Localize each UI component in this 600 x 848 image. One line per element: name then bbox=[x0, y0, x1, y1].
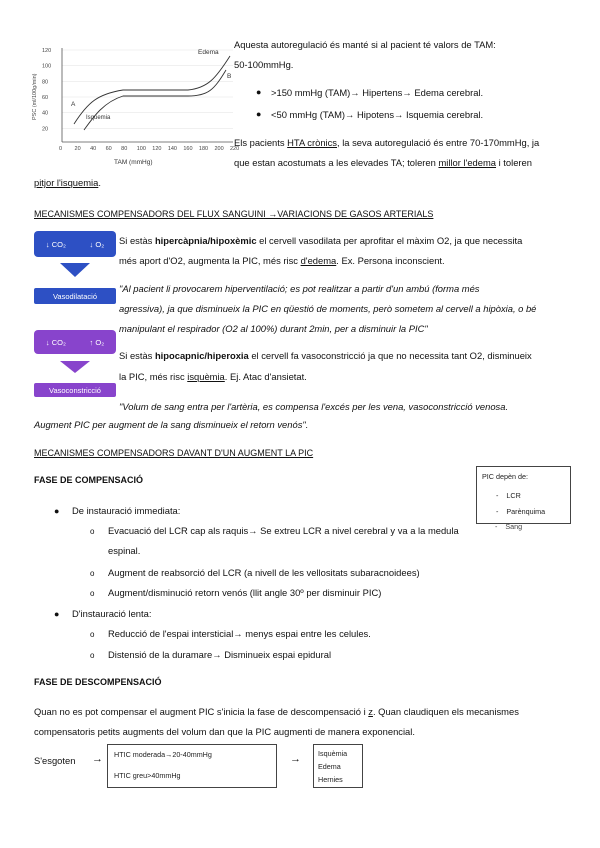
esgoten-label: S'esgoten bbox=[34, 755, 76, 766]
autoregulation-chart bbox=[28, 42, 238, 170]
intro-bullet2: <50 mmHg (TAM)→ Hipotens→ Isquemia cerebral. bbox=[271, 109, 484, 120]
bullet-dot: ● bbox=[256, 109, 262, 119]
x-tick-label: 140 bbox=[167, 146, 178, 152]
y-tick-label: 80 bbox=[42, 79, 49, 86]
purple-label-bar: Vasoconstricció bbox=[34, 383, 116, 397]
hta-link: HTA crònics bbox=[287, 137, 337, 148]
bullet-dot: ● bbox=[54, 506, 60, 516]
quote1-line2: agressiva), ja que disminueix la PIC en qüestió de moments, però sometem al cervell a hipòxia, o bé bbox=[119, 303, 537, 314]
hta-line1 bbox=[234, 132, 564, 153]
o2: Augment de reabsorció del LCR (a nivell de les vellositats subaracnoidees) bbox=[108, 567, 420, 578]
text: . bbox=[98, 177, 101, 188]
x-tick-label: 20 bbox=[74, 146, 81, 152]
x-tick-label: 200 bbox=[214, 146, 224, 152]
arrow-2: → bbox=[290, 753, 301, 765]
purple-down-arrow bbox=[60, 361, 90, 373]
sub-bullet: o bbox=[90, 630, 95, 639]
quote2-line1: "Volum de sang entra per l'artèria, es compensa l'excés per les vena, vasoconstricció venosa. bbox=[119, 401, 509, 412]
text: Quan no es pot compensar el augment PIC s'inicia la fase de descompensació i bbox=[34, 706, 369, 717]
result-item: Isquèmia bbox=[318, 749, 348, 758]
label-a: A bbox=[71, 101, 76, 108]
fase-compensacio-heading: FASE DE COMPENSACIÓ bbox=[34, 475, 144, 485]
o1-line2: espinal. bbox=[108, 545, 141, 556]
curve-upper bbox=[74, 56, 230, 124]
blue-down-arrow bbox=[60, 263, 90, 277]
blue-gas-box bbox=[34, 231, 116, 257]
sub-bullet: o bbox=[90, 589, 95, 598]
sub-bullet: o bbox=[90, 527, 95, 536]
x-tick-label: 220 bbox=[230, 146, 240, 152]
y-tick-label: 60 bbox=[42, 95, 49, 101]
purple-o2: ↑ O₂ bbox=[89, 337, 105, 347]
text: Si estàs bbox=[119, 350, 155, 361]
y-tick-label: 100 bbox=[42, 63, 52, 70]
text-bold: hipocapnic/hiperoxia bbox=[154, 350, 249, 361]
intro-line2: 50-100mmHg. bbox=[234, 59, 294, 70]
text: que estan acostumats a les elevades TA; toleren bbox=[234, 157, 439, 168]
text-underlined: z bbox=[368, 706, 373, 717]
bullet-dot: ● bbox=[256, 87, 262, 97]
intro-line1: Aquesta autoregulació és manté si al pacient té valors de TAM: bbox=[234, 39, 496, 50]
hta-line3 bbox=[34, 172, 101, 193]
p2-line1 bbox=[119, 345, 564, 366]
text: més aport d'O2, augmenta la PIC, més risc bbox=[119, 255, 301, 266]
y-tick-label: 40 bbox=[42, 110, 49, 117]
p1-line2 bbox=[119, 250, 445, 271]
pic-box-title: PIC depèn de: bbox=[482, 472, 528, 481]
o5: Distensió de la duramare→ Disminueix espai epidural bbox=[108, 649, 332, 660]
label-b: B bbox=[227, 73, 232, 80]
text-underlined: isquèmia bbox=[187, 371, 225, 382]
pic-item: - LCR bbox=[496, 491, 521, 500]
htic-box bbox=[107, 744, 277, 788]
result-item: Hernies bbox=[318, 775, 343, 784]
text: el cervell fa vasoconstricció ja que no necessita tant O2, disminueix bbox=[248, 350, 532, 361]
desc-line2: compensatoris petits augments del volum dan que la PIC augmenti de manera exponencial. bbox=[34, 726, 415, 737]
quote1-line1: "Al pacient li provocarem hiperventilació; es pot realitzar a partir d'un ambú (forma més bbox=[119, 283, 480, 294]
text: la PIC, més risc bbox=[119, 371, 188, 382]
text: . Ej. Atac d'ansietat. bbox=[224, 371, 307, 382]
text-underlined: pitjor l'isquemia bbox=[34, 177, 99, 188]
p2-line2 bbox=[119, 366, 307, 387]
section1-heading: MECANISMES COMPENSADORS DEL FLUX SANGUINI →VARIACIONS DE GASOS ARTERIALS bbox=[34, 209, 434, 219]
sub-bullet: o bbox=[90, 651, 95, 660]
x-tick-label: 40 bbox=[90, 146, 97, 152]
x-tick-label: 80 bbox=[121, 146, 128, 152]
y-axis-label: PSC (ml/100g/min) bbox=[32, 73, 38, 120]
inst-immediata: De instauració immediata: bbox=[72, 505, 181, 516]
x-tick-label: 0 bbox=[59, 146, 63, 152]
text-bold: hipercàpnia/hipoxèmic bbox=[154, 235, 257, 246]
pic-item-overflow: - Sang bbox=[495, 522, 523, 531]
text: . Quan claudiquen els mecanismes bbox=[372, 706, 519, 717]
arrow-1: → bbox=[92, 753, 103, 765]
x-tick-label: 100 bbox=[136, 146, 146, 152]
pic-depends-box bbox=[476, 466, 571, 524]
text: Els pacients bbox=[234, 137, 288, 148]
quote1-line3: manipulant el respirador (O2 al 100%) durant 2min, per a disminuir la PIC" bbox=[119, 323, 428, 334]
y-tick-label: 20 bbox=[42, 126, 49, 133]
curve-lower bbox=[84, 70, 226, 130]
text: , la seva autoregulació és entre 70-170mmHg, ja bbox=[337, 137, 540, 148]
purple-co2: ↓ CO₂ bbox=[45, 337, 66, 347]
section2-heading: MECANISMES COMPENSADORS DAVANT D'UN AUGMENT LA PIC bbox=[34, 448, 314, 458]
o1-line1: Evacuació del LCR cap als raquis→ Se extreu LCR a nivel cerebral y va a la medula bbox=[108, 525, 459, 536]
x-axis-label: TAM (mmHg) bbox=[114, 159, 153, 166]
purple-gas-box bbox=[34, 330, 116, 354]
p1-line1 bbox=[119, 230, 564, 251]
o4: Reducció de l'espai intersticial→ menys espai entre les celules. bbox=[108, 628, 371, 639]
htic-greu: HTIC greu>40mmHg bbox=[114, 771, 181, 780]
result-item: Edema bbox=[318, 762, 341, 771]
pic-item: - Parènquima bbox=[496, 507, 546, 516]
o3: Augment/disminució retorn venós (llit angle 30º per disminuir PIC) bbox=[108, 587, 382, 598]
x-tick-label: 180 bbox=[198, 146, 209, 152]
intro-bullet1: >150 mmHg (TAM)→ Hipertens→ Edema cerebral. bbox=[271, 87, 484, 98]
text: . Ex. Persona inconscient. bbox=[336, 255, 445, 266]
blue-label-bar: Vasodilatació bbox=[34, 288, 116, 304]
x-tick-label: 120 bbox=[152, 146, 162, 152]
quote2-line2: Augment PIC per augment de la sang disminueix el retorn venós". bbox=[34, 419, 309, 430]
text: el cervell vasodilata per aprofitar el màxim O2, ja que necessita bbox=[256, 235, 523, 246]
blue-o2: ↓ O₂ bbox=[89, 239, 105, 249]
x-tick-label: 60 bbox=[105, 146, 112, 152]
htic-moderada: HTIC moderada→20-40mmHg bbox=[114, 750, 212, 759]
text: Si estàs bbox=[119, 235, 155, 246]
desc-line1 bbox=[34, 701, 564, 722]
label-edema: Edema bbox=[198, 49, 219, 56]
sub-bullet: o bbox=[90, 569, 95, 578]
label-isquemia: Isquemia bbox=[86, 115, 111, 121]
fase-descompensacio-heading: FASE DE DESCOMPENSACIÓ bbox=[34, 677, 162, 687]
y-tick-label: 120 bbox=[42, 48, 52, 54]
text: i toleren bbox=[496, 157, 532, 168]
bullet-dot: ● bbox=[54, 609, 60, 619]
inst-lenta: D'instauració lenta: bbox=[72, 608, 152, 619]
text-underlined: millor l'edema bbox=[438, 157, 497, 168]
chart-svg bbox=[28, 42, 238, 170]
consequences-box bbox=[313, 744, 363, 788]
hta-line2 bbox=[234, 152, 564, 173]
x-tick-label: 160 bbox=[183, 146, 193, 152]
blue-co2: ↓ CO₂ bbox=[45, 239, 66, 249]
text-underlined: d'edema bbox=[300, 255, 337, 266]
